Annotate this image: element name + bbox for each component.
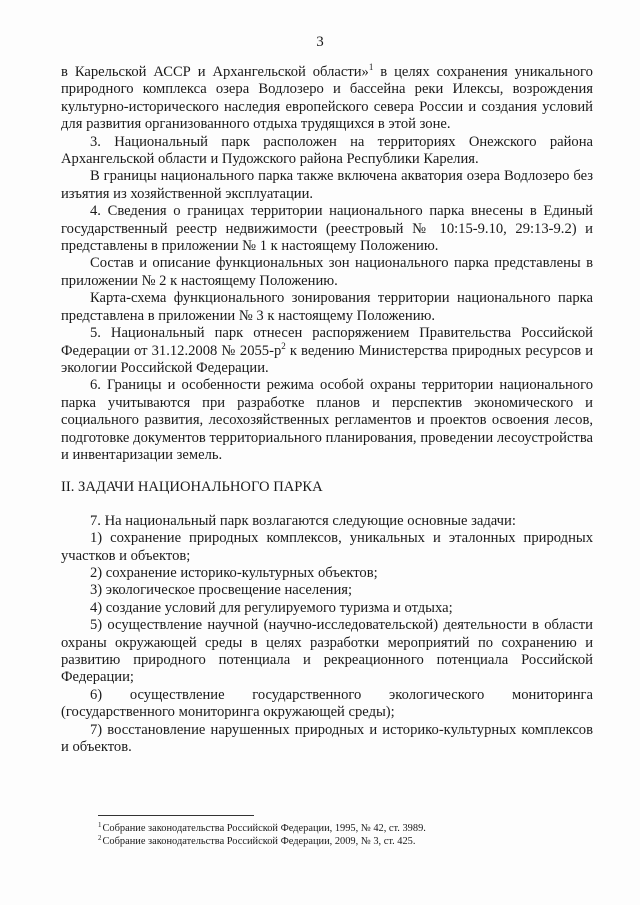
footnote-text: Собрание законодательства Российской Федерации, 1995, № 42, ст. 3989.	[102, 823, 426, 834]
tasks-intro: 7. На национальный парк возлагаются следующие основные задачи:	[90, 512, 516, 529]
document-body	[61, 64, 593, 756]
task-item-2: 2) сохранение историко-культурных объектов;	[90, 564, 378, 581]
task-item-5: 5) осуществление научной (научно-исследовательской) деятельности в области охраны окружающей среды в целях разработки мероприятий по сохранению и развитию природного потенциала и рекреационного потенциала Российской Федерации;	[61, 617, 593, 686]
paragraph-2: 3. Национальный парк расположен на территориях Онежского района Архангельской области и Пудожского района Республики Карелия.	[61, 133, 593, 168]
footnotes	[98, 822, 548, 848]
footnote-ref-2[interactable]: 2	[281, 340, 286, 351]
paragraph-text-tail: к ведению Министерства природных ресурсов и экологии Российской Федерации.	[61, 342, 594, 376]
paragraph-8: 6. Границы и особенности режима особой охраны территории национального парка учитываются при разработке планов и перспектив экономического и социального развития, лесохозяйственных регламентов и проектов освоения лесов, подготовке документов территориального планирования, проведении лесоустройства и инвентаризации земель.	[61, 377, 593, 463]
task-item-1: 1) сохранение природных комплексов, уникальных и эталонных природных участков и объектов;	[61, 530, 593, 564]
section-heading: II. ЗАДАЧИ НАЦИОНАЛЬНОГО ПАРКА	[61, 479, 323, 496]
footnote-mark: 1	[98, 820, 102, 829]
footnote-mark: 2	[98, 833, 102, 842]
task-item-4: 4) создание условий для регулируемого туризма и отдыха;	[90, 599, 453, 616]
paragraph-7	[61, 325, 593, 377]
paragraph-4: 4. Сведения о границах территории национального парка внесены в Единый государственный реестр недвижимости (реестровый № 10:15-9.10, 29:13-9.2) и представлены в приложении № 1 к настоящему Положению.	[61, 203, 593, 255]
paragraph-text: в Карельской АССР и Архангельской области»	[61, 64, 369, 80]
paragraph-text: 5. Национальный парк отнесен распоряжением Правительства Российской Федерации от 31.12.2008 № 2055-р	[61, 325, 593, 359]
footnote-text: Собрание законодательства Российской Федерации, 2009, № 3, ст. 425.	[102, 836, 416, 847]
paragraph-1	[61, 64, 593, 134]
paragraph-5: Состав и описание функциональных зон национального парка представлены в приложении № 2 к настоящему Положению.	[61, 255, 593, 289]
page-number: 3	[316, 34, 324, 50]
footnote-divider	[98, 815, 254, 816]
paragraph-6: Карта-схема функционального зонирования территории национального парка представлена в приложении № 3 к настоящему Положению.	[61, 290, 593, 324]
task-item-7: 7) восстановление нарушенных природных и историко-культурных комплексов и объектов.	[61, 721, 593, 756]
task-item-6: 6) осуществление государственного экологического мониторинга (государственного мониторинга окружающей среды);	[61, 686, 593, 721]
footnote-2	[98, 835, 548, 848]
task-item-3: 3) экологическое просвещение населения;	[90, 582, 353, 599]
paragraph-3: В границы национального парка также включена акватория озера Водлозеро без изъятия из хозяйственной эксплуатации.	[61, 168, 593, 202]
footnote-1	[98, 822, 548, 835]
footnote-ref-1[interactable]: 1	[368, 62, 374, 73]
paragraph-text-tail: в целях сохранения уникального природного комплекса озера Водлозеро и бассейна реки Илексы, возрождения культурно-исторического наследия европейского севера России и создания условий для развития организованного отдыха трудящихся в этой зоне.	[61, 64, 593, 133]
